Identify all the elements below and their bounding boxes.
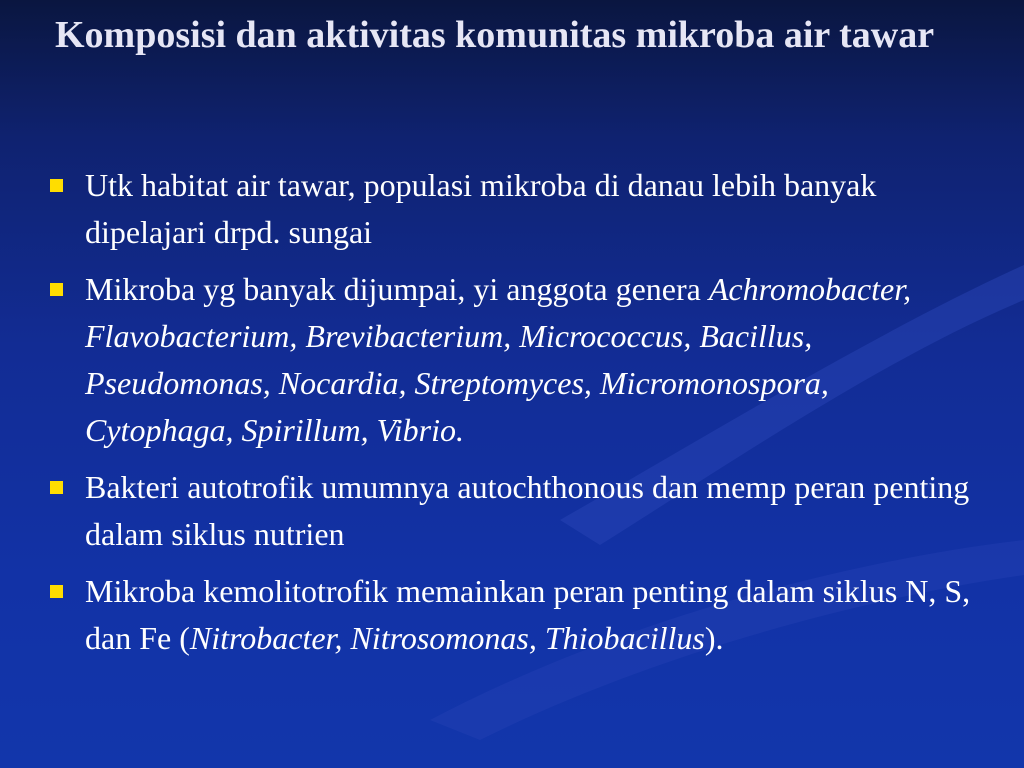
bullet-item bbox=[44, 464, 984, 558]
bullet-item bbox=[44, 162, 984, 256]
square-bullet-icon bbox=[50, 585, 63, 598]
bullet-text: Mikroba kemolitotrofik memainkan peran penting dalam siklus N, S, dan Fe ( bbox=[85, 573, 971, 656]
square-bullet-icon bbox=[50, 283, 63, 296]
genera-list: Nitrobacter, Nitrosomonas, Thiobacillus bbox=[189, 620, 705, 656]
genera-list: Achromobacter, Flavobacterium, Brevibacterium, Micrococcus, Bacillus, Pseudomonas, Nocardia, Streptomyces, Micromonospora, Cytophaga, Spirillum, Vibrio. bbox=[85, 271, 912, 448]
slide-title: Komposisi dan aktivitas komunitas mikroba air tawar bbox=[55, 14, 935, 56]
bullet-text: Bakteri autotrofik umumnya autochthonous dan memp peran penting dalam siklus nutrien bbox=[85, 469, 970, 552]
square-bullet-icon bbox=[50, 179, 63, 192]
bullet-item bbox=[44, 266, 984, 454]
bullet-list bbox=[44, 162, 984, 672]
bullet-item bbox=[44, 568, 984, 662]
bullet-text-end: ). bbox=[704, 620, 724, 656]
bullet-text: Utk habitat air tawar, populasi mikroba di danau lebih banyak dipelajari drpd. sungai bbox=[85, 167, 877, 250]
square-bullet-icon bbox=[50, 481, 63, 494]
bullet-text: Mikroba yg banyak dijumpai, yi anggota genera bbox=[85, 271, 709, 307]
